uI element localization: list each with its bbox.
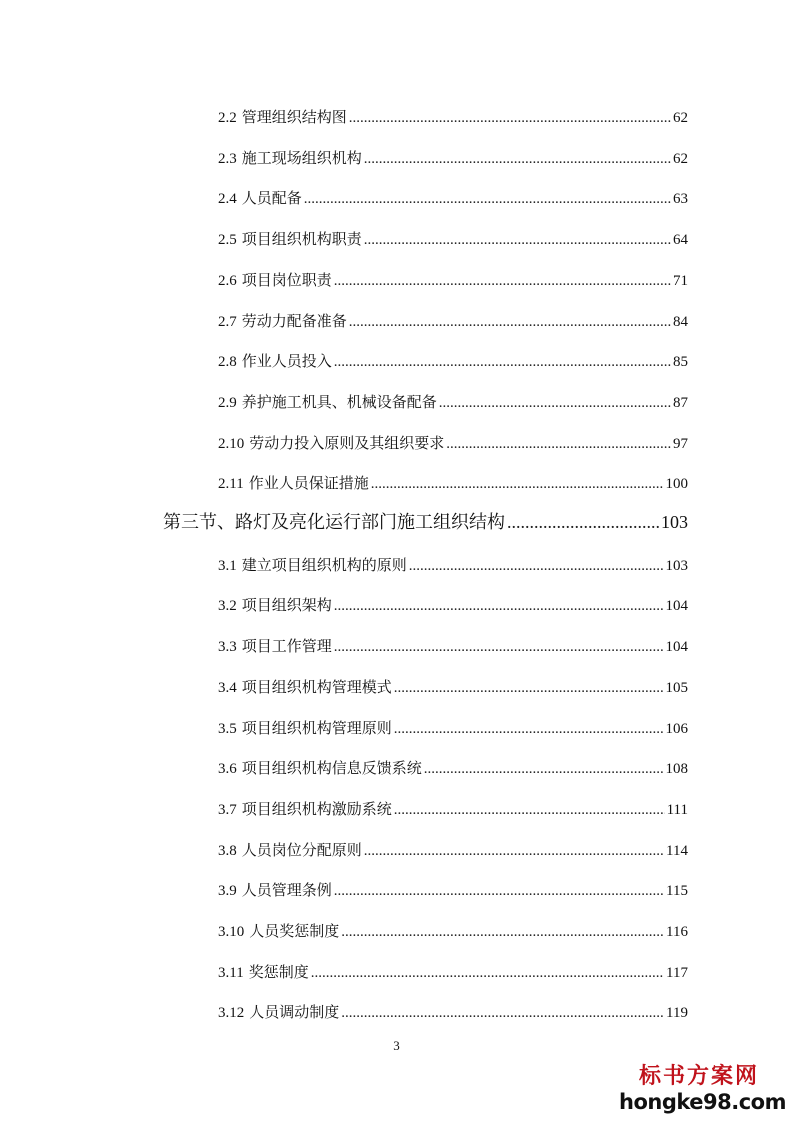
toc-entry-title: 项目组织机构管理模式 <box>241 679 392 696</box>
toc-entry-number: 3.8 <box>218 842 237 859</box>
toc-dot-leader <box>394 680 664 697</box>
toc-entry-page: 111 <box>666 801 688 818</box>
toc-entry-number: 3.10 <box>218 924 245 940</box>
toc-entry-number: 3.1 <box>218 557 237 574</box>
toc-entry-page: 103 <box>665 557 688 574</box>
toc-dot-leader <box>424 761 664 778</box>
toc-entry[interactable] <box>218 757 688 779</box>
page-number: 3 <box>393 1038 400 1053</box>
toc-entry-title: 人员调动制度 <box>249 1005 340 1022</box>
toc-entry-page: 108 <box>665 761 688 778</box>
toc-entry-number: 3.3 <box>218 639 237 656</box>
toc-dot-leader <box>364 843 664 860</box>
toc-entry-number: 3.7 <box>218 801 237 818</box>
toc-entry[interactable] <box>218 147 688 169</box>
toc-entry[interactable] <box>218 635 688 657</box>
toc-entry-page: 104 <box>665 598 688 615</box>
toc-entry-page: 104 <box>665 639 688 656</box>
toc-entry-title: 作业人员保证措施 <box>248 476 369 493</box>
toc-entry-page: 119 <box>666 1005 688 1022</box>
watermark-logo <box>619 1064 786 1114</box>
toc-entry-number: 3.2 <box>218 598 237 615</box>
toc-dot-leader <box>334 639 664 656</box>
toc-entry[interactable] <box>218 391 688 413</box>
toc-entry-page: 62 <box>673 150 688 167</box>
toc-entry[interactable] <box>218 187 688 209</box>
toc-entry-number: 2.11 <box>218 476 244 493</box>
toc-entry-title: 建立项目组织机构的原则 <box>241 557 407 574</box>
watermark-title: 标书方案网 <box>638 1064 759 1089</box>
toc-entry[interactable] <box>218 106 688 128</box>
toc-entry-page: 97 <box>673 435 688 452</box>
toc-entry-page: 62 <box>673 110 688 126</box>
toc-entry-title: 作业人员投入 <box>241 354 332 371</box>
toc-dot-leader <box>334 883 664 900</box>
toc-entry-page: 115 <box>666 883 688 900</box>
toc-entry-page: 105 <box>665 679 688 696</box>
toc-entry-number: 2.8 <box>218 354 237 371</box>
toc-entry-page: 71 <box>673 272 688 289</box>
toc-entry-number: 2.4 <box>218 191 237 208</box>
toc-section-heading[interactable] <box>163 508 688 534</box>
toc-dot-leader <box>341 1005 664 1022</box>
toc-entry[interactable] <box>218 350 688 372</box>
toc-entry-title: 奖惩制度 <box>248 964 309 981</box>
toc-entry-title: 施工现场组织机构 <box>241 150 362 167</box>
toc-entry-page: 100 <box>665 476 688 493</box>
toc-entry-number: 3.4 <box>218 679 237 696</box>
toc-entry-number: 2.9 <box>218 394 237 411</box>
toc-entry[interactable] <box>218 879 688 901</box>
toc-entry-page: 116 <box>666 924 688 940</box>
toc-entry-title: 项目组织机构激励系统 <box>241 801 392 818</box>
toc-entry-title: 项目组织架构 <box>241 598 332 615</box>
toc-entry-page: 63 <box>673 191 688 208</box>
toc-dot-leader <box>394 802 665 819</box>
toc-dot-leader <box>439 395 671 412</box>
toc-entry-number: 2.6 <box>218 272 237 289</box>
toc-dot-leader <box>409 558 664 575</box>
toc-entry-title: 项目组织机构管理原则 <box>241 720 392 737</box>
toc-entry[interactable] <box>218 839 688 861</box>
toc-entry-page: 103 <box>661 512 688 532</box>
toc-entry-number: 2.5 <box>218 232 237 249</box>
toc-entry-title: 管理组织结构图 <box>241 110 347 126</box>
toc-dot-leader <box>394 721 664 738</box>
toc-entry-page: 87 <box>673 394 688 411</box>
toc-entry-number: 3.6 <box>218 761 237 778</box>
toc-entry-title: 人员配备 <box>241 191 302 208</box>
toc-entry-number: 3.9 <box>218 883 237 900</box>
toc-entry-number: 2.2 <box>218 110 237 126</box>
toc-entry-title: 项目组织机构信息反馈系统 <box>241 761 422 778</box>
toc-entry[interactable] <box>218 920 688 942</box>
toc-entry[interactable] <box>218 432 688 454</box>
toc-entry-page: 114 <box>666 842 688 859</box>
toc-entry[interactable] <box>218 1001 688 1023</box>
toc-entry-page: 84 <box>673 313 688 330</box>
toc-entry-page: 106 <box>665 720 688 737</box>
toc-entry-title: 第三节、路灯及亮化运行部门施工组织结构 <box>163 512 505 532</box>
toc-dot-leader <box>507 512 659 533</box>
toc-entry-title: 项目岗位职责 <box>241 272 332 289</box>
toc-entry-number: 3.12 <box>218 1005 245 1022</box>
toc-entry-number: 2.10 <box>218 435 245 452</box>
toc-entry-number: 3.11 <box>218 964 244 981</box>
toc-dot-leader <box>311 965 664 982</box>
toc-entry[interactable] <box>218 798 688 820</box>
toc-entry[interactable] <box>218 228 688 250</box>
toc-dot-leader <box>364 151 671 168</box>
toc-entry-title: 项目工作管理 <box>241 639 332 656</box>
toc-entry-title: 劳动力配备准备 <box>241 313 347 330</box>
toc-entry-page: 117 <box>666 964 688 981</box>
toc-entry[interactable] <box>218 269 688 291</box>
toc-dot-leader <box>341 924 664 941</box>
toc-dot-leader <box>334 354 671 371</box>
toc-entry-title: 养护施工机具、机械设备配备 <box>241 394 437 411</box>
toc-entry-number: 2.7 <box>218 313 237 330</box>
toc-entry[interactable] <box>218 554 688 576</box>
toc-entry[interactable] <box>218 310 688 332</box>
toc-entry[interactable] <box>218 961 688 983</box>
toc-entry-page: 85 <box>673 354 688 371</box>
toc-entry-number: 3.5 <box>218 720 237 737</box>
toc-entry[interactable] <box>218 717 688 739</box>
toc-dot-leader <box>446 436 671 453</box>
toc-entry-title: 人员奖惩制度 <box>249 924 340 940</box>
toc-entry-title: 劳动力投入原则及其组织要求 <box>249 435 445 452</box>
toc-dot-leader <box>304 191 671 208</box>
watermark-url: hongke98.com <box>619 1090 786 1114</box>
toc-entry-number: 2.3 <box>218 150 237 167</box>
toc-dot-leader <box>334 273 671 290</box>
toc-entry[interactable] <box>218 594 688 616</box>
toc-entry-title: 人员管理条例 <box>241 883 332 900</box>
toc-entry-page: 64 <box>673 232 688 249</box>
toc-entry[interactable] <box>218 472 688 494</box>
toc-entry-title: 人员岗位分配原则 <box>241 842 362 859</box>
toc-dot-leader <box>349 110 671 127</box>
toc-dot-leader <box>334 598 664 615</box>
toc-dot-leader <box>349 314 671 331</box>
toc-dot-leader <box>371 476 664 493</box>
toc-dot-leader <box>364 232 671 249</box>
toc-entry-title: 项目组织机构职责 <box>241 232 362 249</box>
toc-entry[interactable] <box>218 676 688 698</box>
